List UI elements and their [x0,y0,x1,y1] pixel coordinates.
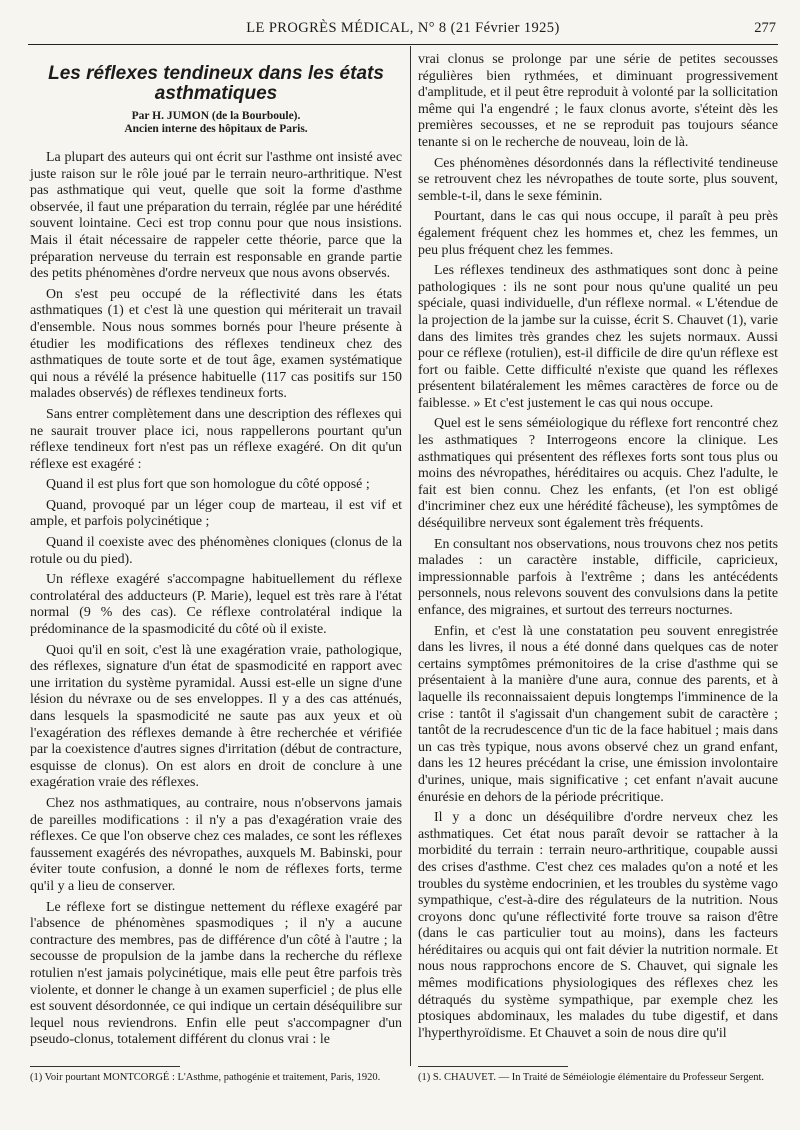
paragraph: Les réflexes tendineux des asthmatiques sont donc à peine pathologiques : ils ne sont pour nous qu'une qualité un peu spéciale, quasi individuelle, d'un réflexe normal. « L'étendue de la projection de la jambe sur la cuisse, écrit S. Chauvet (1), varie dans des limites très grandes chez les sujets normaux. Aussi pour ce réflexe (rotulien), est-il difficile de dire qu'un réflexe est fort ou faible. Cette difficulté n'existe que quand les réflexes présentent bilatéralement les mêmes caractères de force ou de faiblesse. » Et c'est justement le cas qui nous occupe. [418,263,778,411]
byline [30,110,402,123]
author-name: JUMON [166,110,210,122]
paragraph: Sans entrer complètement dans une description des réflexes qui ne saurait trouver place ici, nous rappellerons pourtant qu'un réflexe tendineux fort n'est pas un réflexe exagéré. On dit qu'un réflexe est exagéré : [30,406,402,472]
footnote-rule [30,1066,180,1067]
paragraph: Pourtant, dans le cas qui nous occupe, il paraît à peu près également fréquent chez les hommes et, chez les femmes, un peu plus fréquent chez les femmes. [418,209,778,258]
article-title: Les réflexes tendineux dans les états asthmatiques [48,63,384,104]
paragraph: Quoi qu'il en soit, c'est là une exagération vraie, pathologique, des réflexes, signature d'un état de spasmodicité en rapport avec une irritation du système pyramidal. Aussi est-elle un signe d'une lésion du névraxe ou de ses enveloppes. Il y a des cas atténués, dans lesquels la spasmodicité ne saute pas aux yeux et où l'exagération des réflexes demande à être recherchée et vérifiée par la coexistence d'autres signes d'irritation (début de contracture, esquisse de clonus). On est alors en droit de conclure à une exagération vraie des réflexes. [30,642,402,791]
paragraph: Ces phénomènes désordonnés dans la réflectivité tendineuse se retrouvent chez les névropathes de toute sorte, plus souvent, semble-t-il, dans le sexe féminin. [418,155,778,204]
paragraph: Enfin, et c'est là une constatation peu souvent enregistrée dans les livres, il nous a été donné dans quelques cas de noter certains symptômes prémonitoires de la crise d'asthme qui se présentaient à la manière d'une aura, connue des parents, et à laquelle ils reconnaissaient depuis longtemps l'imminence de la crise : tantôt il s'agissait d'un changement subit de caractère ; tantôt de la recrudescence d'un tic de la face habituel ; mais dans un cas très typique, nous avons observé chez un grand enfant, dans les 12 heures précédant la crise, une émission involontaire d'urines, unique, mais significative ; cet enfant n'avait aucune énurésie en dehors de la période précritique. [418,623,778,805]
byline-prefix: Par H. [131,110,164,122]
author-location: (de la Bourboule). [211,110,301,122]
running-header [28,18,778,45]
paragraph: Un réflexe exagéré s'accompagne habituellement du réflexe controlatéral des adducteurs (P. Marie), lequel est très rare à l'état normal (9 % des cas). Ce réflexe controlatéral indique la prédominance de la spasmodicité du côté où il existe. [30,572,402,638]
column-divider [410,46,411,1066]
running-title: LE PROGRÈS MÉDICAL, N° 8 (21 Février 1925) [246,20,560,36]
paragraph: Quand il est plus fort que son homologue du côté opposé ; [46,477,370,493]
page-number: 277 [754,20,776,36]
footnote-left: (1) Voir pourtant MONTCORGÉ : L'Asthme, pathogénie et traitement, Paris, 1920. [30,1072,381,1083]
paragraph: On s'est peu occupé de la réflectivité dans les états asthmatiques (1) et c'est là une question qui mériterait un travail d'ensemble. Nous nous sommes bornés pour l'heure présente à étudier les modifications des réflexes tendineux chez des asthmatiques de toute sorte et de tout âge, examen systématique qui nous a révélé la présence habituelle (117 cas positifs sur 150 malades observés) de réflexes tendineux forts. [30,286,402,402]
paragraph: vrai clonus se prolonge par une série de petites secousses régulières bien rythmées, et diminuant progressivement d'amplitude, et il peut être reproduit à volonté par la sollicitation même qui l'a engendré ; le faux clonus avorte, s'éteint dès les premières secousses, et ne se reproduit pas toujours séance tenante si on le recherche de nouveau, loin de là. [418,52,778,150]
paragraph: Quand, provoqué par un léger coup de marteau, il est vif et ample, et parfois polycinétique ; [30,497,402,530]
paragraph: En consultant nos observations, nous trouvons chez nos petits malades : un caractère instable, difficile, capricieux, impressionnable parfois à l'extrême ; dans les antécédents personnels, nous relevons souvent des convulsions dans la petite enfance, des migraines, et surtout des terreurs nocturnes. [418,536,778,618]
paragraph: Quel est le sens séméiologique du réflexe fort rencontré chez les asthmatiques ? Interrogeons encore la clinique. Les asthmatiques qui présentent des réflexes forts sont tous plus ou moins des névropathes, héréditaires ou acquis. Chez l'adulte, le fait est bien connu. Chez les enfants, (et l'on est obligé d'incriminer chez eux une hérédité fâcheuse), les symptômes de déséquilibre nerveux sont également très fréquents. [418,416,778,532]
paragraph: Il y a donc un déséquilibre d'ordre nerveux chez les asthmatiques. Cet état nous paraît devoir se rattacher à la morbidité du terrain : terrain neuro-arthritique, coupable aussi des crises d'asthme. C'est chez ces malades qu'on a noté et les troubles du système endocrinien, et les troubles du système vago sympathique, c'est-à-dire des régulateurs de la nutrition. Nous croyons donc qu'une réflectivité forte trouve sa raison d'être (dans le cas particulier tout au moins), dans les facteurs héréditaires ou acquis qui ont fait dévier la nutrition normale. Et nous nous rapprochons encore de S. Chauvet, qui signale les mêmes modifications physiologiques des réflexes chez les détraqués du système sympathique, par exemple chez les ptosiques abdominaux, les malades du tube digestif, et dans l'hyperthyroïdisme. Et Chauvet a soin de nous dire qu'il [418,810,778,1041]
left-column [30,52,402,1053]
footnote-right: (1) S. CHAUVET. — In Traité de Séméiologie élémentaire du Professeur Sergent. [418,1072,765,1083]
author-affiliation: Ancien interne des hôpitaux de Paris. [124,123,308,135]
right-column [418,52,778,1046]
paragraph: Quand il coexiste avec des phénomènes cloniques (clonus de la rotule ou du pied). [30,535,402,567]
footnote-rule [418,1066,568,1067]
paragraph: La plupart des auteurs qui ont écrit sur l'asthme ont insisté avec juste raison sur le rôle joué par le terrain neuro-arthritique. N'est pas asthmatique qui veut, quelle que soit la forme d'asthme observée, il faut une préparation du terrain, réglée par une hérédité souvent lointaine. Ceci est trop connu pour que nous insistions. Mais il était nécessaire de rappeler cette théorie, parce que la préparation nerveuse du terrain est responsable en grande partie des petits phénomènes d'ordre nerveux que nous avons observés. [30,150,402,282]
paragraph: Chez nos asthmatiques, au contraire, nous n'observons jamais de pareilles modifications : il n'y a pas d'exagération vraie des réflexes. Ce que l'on observe chez ces malades, ce sont les réflexes faussement exagérés des névropathes, auxquels M. Babinski, pour éviter toute confusion, a donné le nom de réflexes forts, terme qu'il y a lieu de conserver. [30,795,402,894]
paragraph: Le réflexe fort se distingue nettement du réflexe exagéré par l'absence de phénomènes spasmodiques ; il n'y a aucune contracture des membres, pas de différence d'un côté à l'autre ; la secousse de propulsion de la jambe dans la recherche du réflexe rotulien n'est jamais polycinétique, mais elle peut être parfois très violente, et donner le change à un examen superficiel ; de plus elle est souvent désordonnée, ce qui indique un certain déséquilibre sur lequel nous reviendrons. Enfin elle peut s'accompagner d'un pseudo-clonus, totalement différent du clonus vrai : le [30,899,402,1048]
